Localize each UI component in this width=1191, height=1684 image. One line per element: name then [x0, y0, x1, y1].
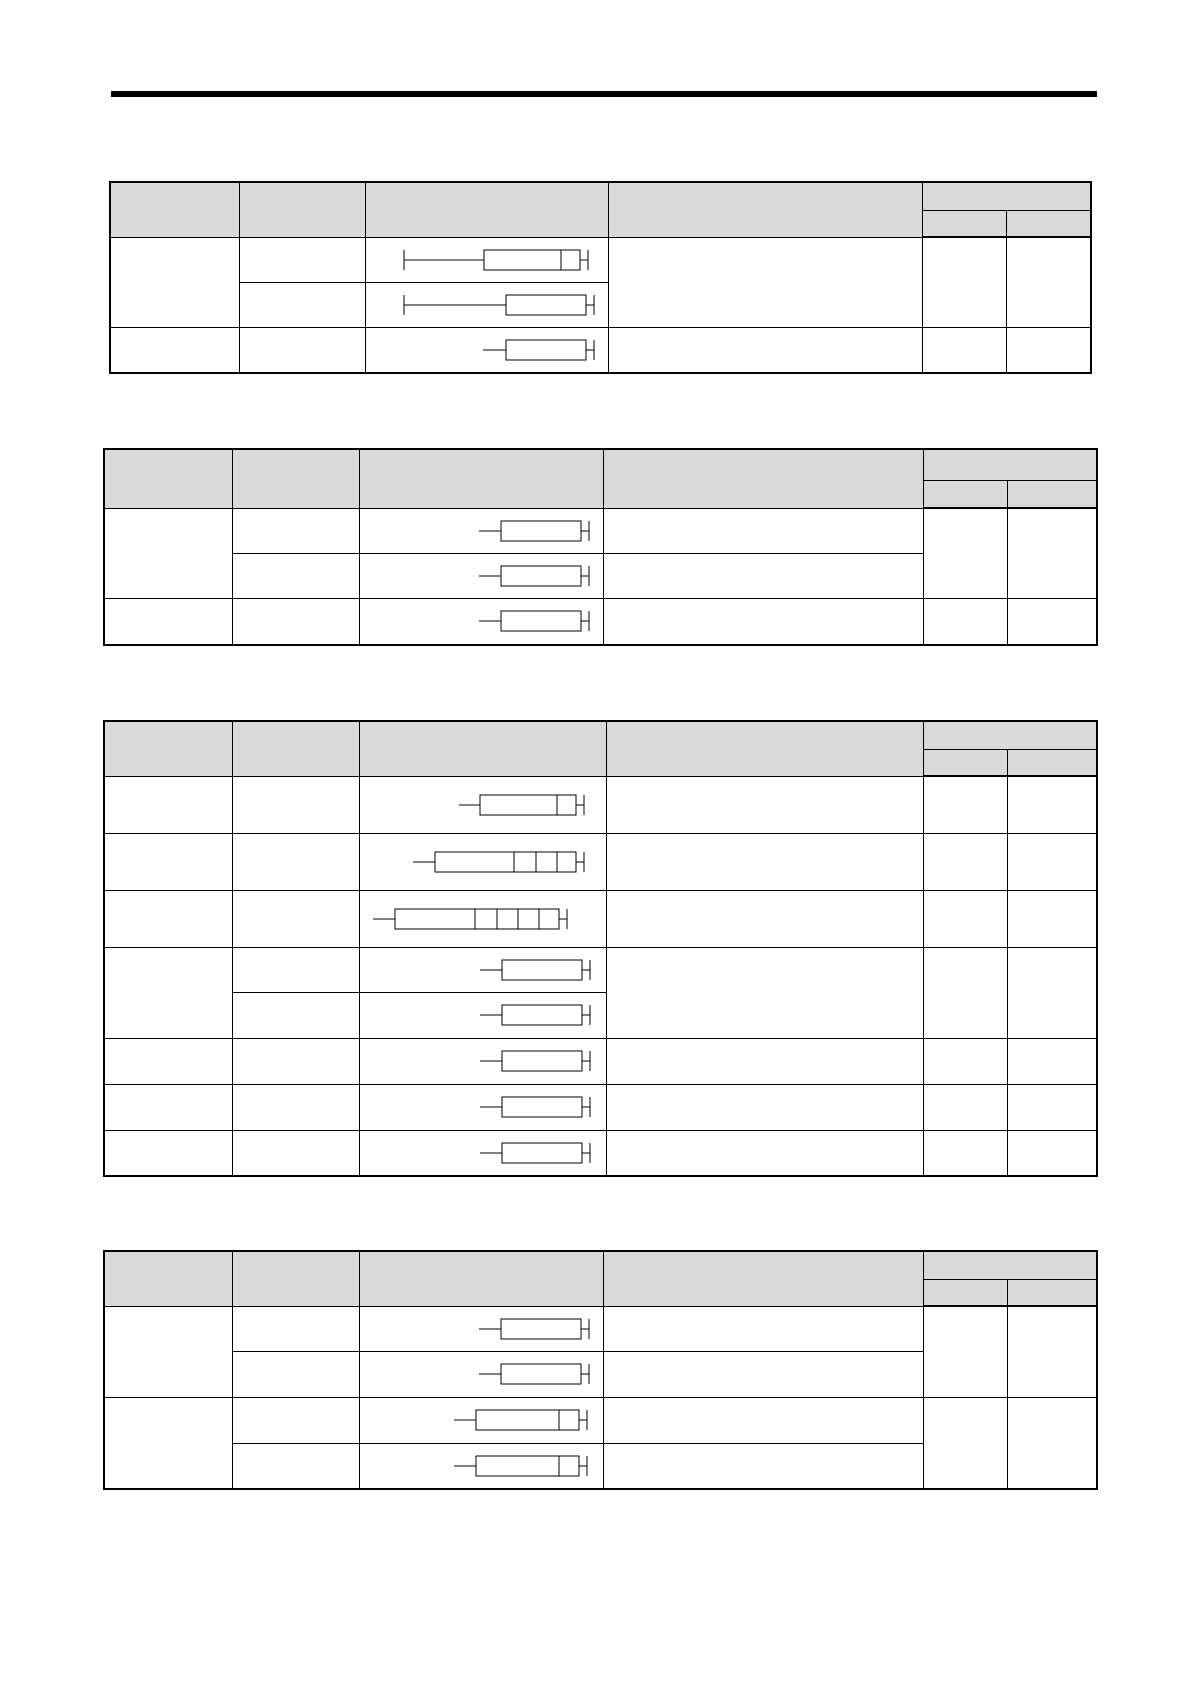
table-cell	[104, 890, 232, 947]
ladder-symbol-cell	[359, 553, 603, 598]
table-cell	[923, 1130, 1007, 1176]
ladder-symbol-cell	[359, 947, 606, 992]
table-cell	[923, 890, 1007, 947]
table-cell	[232, 776, 359, 833]
table-cell	[608, 237, 922, 327]
table-cell	[1006, 327, 1091, 373]
table-cell	[1007, 776, 1097, 833]
table-cell	[239, 327, 365, 373]
ladder-instruction-symbol	[360, 777, 607, 833]
header-cell	[359, 449, 603, 508]
ladder-instruction-symbol	[360, 834, 607, 890]
ladder-instruction-symbol	[360, 1398, 604, 1442]
ladder-instruction-symbol	[360, 1444, 604, 1488]
header-cell	[110, 182, 239, 237]
header-subcell	[922, 210, 1006, 237]
header-cell	[359, 1251, 603, 1306]
header-cell	[603, 1251, 923, 1306]
ladder-instruction-symbol	[360, 509, 604, 553]
table-cell	[232, 1397, 359, 1443]
table-cell	[232, 890, 359, 947]
instruction-table-3	[103, 720, 1098, 1177]
ladder-instruction-symbol	[360, 1352, 604, 1396]
table-cell	[1007, 598, 1097, 645]
table-cell	[606, 833, 923, 890]
table-cell	[923, 1397, 1007, 1489]
ladder-instruction-symbol	[366, 238, 609, 282]
ladder-symbol-cell	[365, 282, 608, 327]
header-subcell	[1007, 1279, 1097, 1306]
ladder-instruction-symbol	[360, 1307, 604, 1351]
header-cell	[239, 182, 365, 237]
header-subcell	[1006, 210, 1091, 237]
table-cell	[232, 553, 359, 598]
table-cell	[110, 237, 239, 327]
header-cell	[359, 721, 606, 776]
table-cell	[923, 598, 1007, 645]
ladder-symbol-cell	[359, 1351, 603, 1397]
table-cell	[603, 1443, 923, 1489]
table-cell	[1006, 237, 1091, 327]
table-cell	[239, 237, 365, 282]
table-cell	[104, 508, 232, 598]
table-cell	[603, 1306, 923, 1351]
table-cell	[232, 1084, 359, 1130]
ladder-instruction-symbol	[360, 1039, 607, 1083]
header-subcell	[923, 480, 1007, 508]
table-cell	[603, 508, 923, 553]
table-cell	[232, 1443, 359, 1489]
header-cell	[104, 449, 232, 508]
table-cell	[922, 327, 1006, 373]
table-cell	[606, 1084, 923, 1130]
table-cell	[104, 776, 232, 833]
instruction-table-1	[109, 181, 1092, 374]
header-cell	[104, 1251, 232, 1306]
ladder-symbol-cell	[359, 776, 606, 833]
table-cell	[606, 1130, 923, 1176]
header-cell	[608, 182, 922, 237]
table-cell	[232, 1038, 359, 1084]
table-cell	[232, 1351, 359, 1397]
header-group-cell	[923, 1251, 1097, 1279]
table-cell	[110, 327, 239, 373]
instruction-table-4	[103, 1250, 1098, 1490]
header-cell	[104, 721, 232, 776]
table-cell	[232, 992, 359, 1038]
instruction-table-2	[103, 448, 1098, 646]
ladder-symbol-cell	[365, 237, 608, 282]
ladder-instruction-symbol	[360, 554, 604, 598]
ladder-instruction-symbol	[360, 948, 607, 992]
table-cell	[104, 1084, 232, 1130]
ladder-instruction-symbol	[360, 891, 607, 947]
table-cell	[1007, 1084, 1097, 1130]
ladder-symbol-cell	[359, 833, 606, 890]
header-subcell	[1007, 480, 1097, 508]
table-cell	[606, 890, 923, 947]
table-cell	[1007, 1130, 1097, 1176]
table-cell	[1007, 890, 1097, 947]
table-cell	[608, 327, 922, 373]
table-cell	[923, 833, 1007, 890]
table-cell	[104, 947, 232, 1038]
header-cell	[232, 449, 359, 508]
header-cell	[365, 182, 608, 237]
table-cell	[104, 1397, 232, 1489]
header-cell	[603, 449, 923, 508]
header-subcell	[1007, 749, 1097, 776]
ladder-symbol-cell	[359, 992, 606, 1038]
table-cell	[923, 508, 1007, 598]
table-cell	[606, 1038, 923, 1084]
table-cell	[923, 1306, 1007, 1397]
ladder-symbol-cell	[359, 1397, 603, 1443]
table-cell	[606, 947, 923, 1038]
table-cell	[1007, 1038, 1097, 1084]
table-cell	[1007, 947, 1097, 1038]
ladder-symbol-cell	[359, 1084, 606, 1130]
table-cell	[232, 1130, 359, 1176]
table-cell	[603, 598, 923, 645]
table-cell	[104, 1038, 232, 1084]
table-cell	[923, 776, 1007, 833]
table-cell	[104, 1130, 232, 1176]
ladder-symbol-cell	[359, 508, 603, 553]
header-cell	[606, 721, 923, 776]
table-cell	[923, 947, 1007, 1038]
header-group-cell	[923, 449, 1097, 480]
ladder-instruction-symbol	[360, 1131, 607, 1175]
page-header-rule	[111, 91, 1097, 97]
table-cell	[606, 776, 923, 833]
table-cell	[603, 1351, 923, 1397]
header-cell	[232, 1251, 359, 1306]
table-cell	[922, 237, 1006, 327]
ladder-symbol-cell	[359, 598, 603, 645]
ladder-symbol-cell	[359, 1443, 603, 1489]
table-cell	[923, 1038, 1007, 1084]
table-cell	[1007, 1397, 1097, 1489]
table-cell	[104, 1306, 232, 1397]
header-group-cell	[922, 182, 1091, 210]
table-cell	[232, 508, 359, 553]
ladder-symbol-cell	[359, 1306, 603, 1351]
ladder-instruction-symbol	[366, 283, 609, 327]
ladder-symbol-cell	[365, 327, 608, 373]
table-cell	[232, 1306, 359, 1351]
table-cell	[603, 553, 923, 598]
ladder-instruction-symbol	[366, 328, 609, 372]
ladder-symbol-cell	[359, 1038, 606, 1084]
ladder-symbol-cell	[359, 890, 606, 947]
table-cell	[104, 833, 232, 890]
ladder-instruction-symbol	[360, 599, 604, 643]
header-cell	[232, 721, 359, 776]
ladder-symbol-cell	[359, 1130, 606, 1176]
table-cell	[923, 1084, 1007, 1130]
table-cell	[1007, 1306, 1097, 1397]
header-subcell	[923, 1279, 1007, 1306]
table-cell	[104, 598, 232, 645]
ladder-instruction-symbol	[360, 1085, 607, 1129]
table-cell	[232, 947, 359, 992]
table-cell	[1007, 508, 1097, 598]
header-group-cell	[923, 721, 1097, 749]
table-cell	[1007, 833, 1097, 890]
table-cell	[232, 833, 359, 890]
header-subcell	[923, 749, 1007, 776]
table-cell	[232, 598, 359, 645]
table-cell	[603, 1397, 923, 1443]
ladder-instruction-symbol	[360, 993, 607, 1037]
table-cell	[239, 282, 365, 327]
